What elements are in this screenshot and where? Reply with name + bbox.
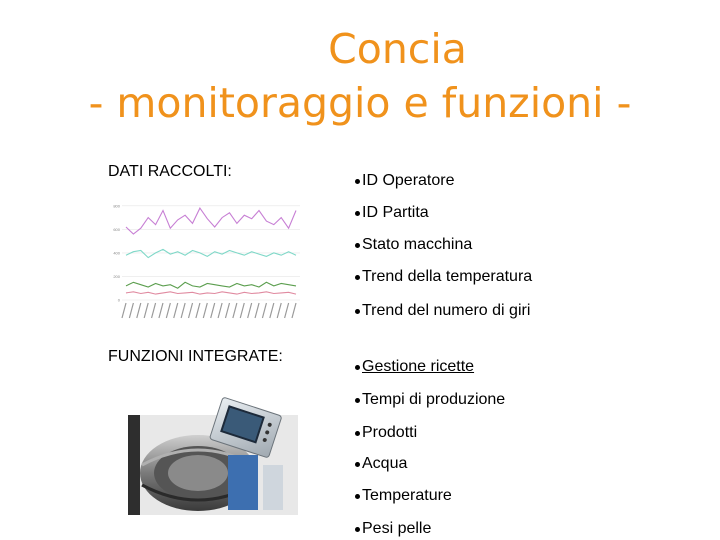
slide-title-line2: - monitoraggio e funzioni - (88, 79, 632, 127)
list-item: Acqua (355, 455, 407, 473)
bullet-dot-icon (355, 243, 360, 248)
chart-y-tick-label: 600 (113, 226, 120, 232)
list-item: Trend del numero di giri (355, 302, 530, 320)
chart-series-line-1 (126, 208, 296, 234)
chart-x-tick-mark (137, 303, 141, 318)
chart-x-tick-mark (285, 303, 289, 318)
chart-x-tick-mark (189, 303, 193, 318)
chart-y-tick-label: 400 (113, 250, 120, 256)
bullet-dot-icon (355, 431, 360, 436)
chart-y-tick-label: 200 (113, 273, 120, 279)
chart-x-tick-marks (122, 303, 296, 318)
list-item: Stato macchina (355, 236, 472, 254)
bullet-dot-icon (355, 462, 360, 467)
bullet-dot-icon (355, 527, 360, 532)
list-item: Trend della temperatura (355, 268, 532, 286)
chart-series (126, 208, 296, 294)
bullet-dot-icon (355, 211, 360, 216)
slide-title-line1: Concia (328, 25, 467, 73)
chart-y-tick-labels (113, 203, 120, 302)
list-item: Tempi di produzione (355, 391, 505, 409)
list-item: Pesi pelle (355, 520, 431, 538)
list-item-link[interactable]: Gestione ricette (355, 358, 474, 376)
list-item: ID Partita (355, 204, 429, 222)
chart-x-tick-mark (129, 303, 133, 318)
chart-x-tick-mark (152, 303, 156, 318)
chart-x-tick-mark (292, 303, 296, 318)
chart-series-line-3 (126, 282, 296, 288)
chart-x-tick-mark (181, 303, 185, 318)
chart-series-line-4 (126, 292, 296, 294)
chart-series-line-2 (126, 249, 296, 257)
chart-x-tick-mark (196, 303, 200, 318)
chart-x-tick-mark (203, 303, 207, 318)
chart-x-tick-mark (255, 303, 259, 318)
chart-x-tick-mark (144, 303, 148, 318)
chart-x-tick-mark (248, 303, 252, 318)
bullet-dot-icon (355, 309, 360, 314)
chart-x-tick-mark (218, 303, 222, 318)
chart-y-tick-label: 800 (113, 203, 120, 209)
bullet-dot-icon (355, 365, 360, 370)
chart-x-tick-mark (270, 303, 274, 318)
funzioni-integrate-label: FUNZIONI INTEGRATE: (108, 348, 283, 365)
bullet-dot-icon (355, 179, 360, 184)
chart-x-tick-mark (240, 303, 244, 318)
chart-x-tick-mark (159, 303, 163, 318)
bullet-dot-icon (355, 275, 360, 280)
chart-x-tick-mark (122, 303, 126, 318)
chart-x-tick-mark (233, 303, 237, 318)
bullet-dot-icon (355, 494, 360, 499)
list-item: Temperature (355, 487, 452, 505)
list-item: ID Operatore (355, 172, 454, 190)
chart-x-tick-mark (225, 303, 229, 318)
trend-line-chart (108, 188, 304, 322)
chart-x-tick-mark (166, 303, 170, 318)
list-item: Prodotti (355, 424, 417, 442)
chart-x-tick-mark (174, 303, 178, 318)
chart-x-tick-mark (262, 303, 266, 318)
chart-y-tick-label: 0 (117, 297, 120, 303)
chart-x-tick-mark (277, 303, 281, 318)
bullet-dot-icon (355, 398, 360, 403)
dati-raccolti-label: DATI RACCOLTI: (108, 163, 232, 180)
tanning-drum-with-control-panel-image (128, 395, 298, 515)
chart-x-tick-mark (211, 303, 215, 318)
